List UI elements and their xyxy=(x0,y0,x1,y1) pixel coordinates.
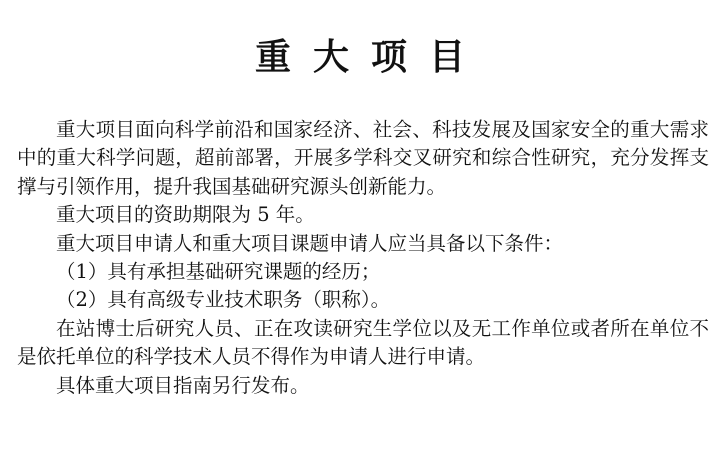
paragraph-applicant-conditions: 重大项目申请人和重大项目课题申请人应当具备以下条件： xyxy=(56,231,564,255)
section-title: 重大项目 xyxy=(254,37,487,78)
paragraph-guide-notice: 具体重大项目指南另行发布。 xyxy=(56,373,310,397)
condition-item-2: （2）具有高级专业技术职务（职称）。 xyxy=(56,288,391,312)
paragraph-ineligible-applicants: 在站博士后研究人员、正在攻读研究生学位以及无工作单位或者所在单位不是依托单位的科学技术人员不得作为申请人进行申请。 xyxy=(17,316,709,369)
condition-item-1: （1）具有承担基础研究课题的经历； xyxy=(56,260,381,284)
paragraph-funding-period: 重大项目的资助期限为 5 年。 xyxy=(56,203,315,227)
section-body xyxy=(17,116,709,400)
paragraph-overview: 重大项目面向科学前沿和国家经济、社会、科技发展及国家安全的重大需求中的重大科学问题，超前部署，开展多学科交叉研究和综合性研究，充分发挥支撑与引领作用，提升我国基础研究源头创新能力。 xyxy=(17,118,709,198)
